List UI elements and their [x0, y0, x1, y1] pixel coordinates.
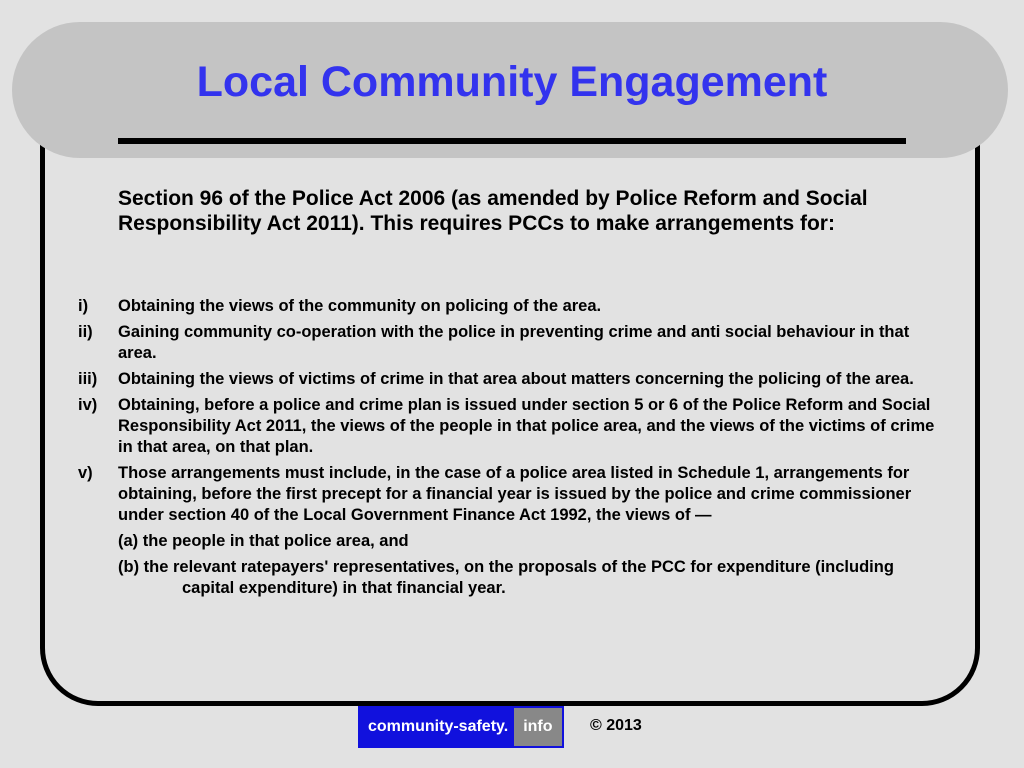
list-item-text: Obtaining the views of the community on policing of the area. [118, 297, 602, 315]
community-safety-logo-link[interactable] [358, 706, 564, 748]
list-item [78, 369, 948, 390]
list-item-text: Obtaining the views of victims of crime in that area about matters concerning the policing of the area. [118, 370, 914, 388]
list-item [78, 463, 948, 526]
list-marker: ii) [78, 323, 93, 341]
intro-paragraph: Section 96 of the Police Act 2006 (as amended by Police Reform and Social Responsibility Act 2011). This requires PCCs to make arrangements for: [118, 187, 868, 235]
copyright-text: © 2013 [590, 717, 642, 734]
list-marker: v) [78, 464, 93, 482]
list-item [78, 296, 948, 317]
list-item [78, 395, 948, 458]
sub-paragraph-b: (b) the relevant ratepayers' representatives, on the proposals of the PCC for expenditure (including capital expenditure) in that financial year. [118, 558, 894, 597]
requirements-list [78, 296, 948, 604]
list-marker: iii) [78, 370, 98, 388]
list-marker: iv) [78, 396, 98, 414]
logo-main-text: community-safety. [360, 708, 514, 746]
sub-paragraph-group [78, 531, 948, 599]
logo-info-text: info [514, 708, 561, 746]
list-marker: i) [78, 297, 89, 315]
slide-title: Local Community Engagement [196, 58, 828, 106]
list-item-text: Those arrangements must include, in the case of a police area listed in Schedule 1, arrangements for obtaining, before the first precept for a financial year is issued by the police and crime commissioner under section 40 of the Local Government Finance Act 1992, the views of — [118, 464, 912, 524]
list-item-text: Gaining community co-operation with the police in preventing crime and anti social behaviour in that area. [118, 323, 910, 362]
list-item-text: Obtaining, before a police and crime plan is issued under section 5 or 6 of the Police Reform and Social Responsibility Act 2011, the views of the people in that police area, and the views of the victims of crime in that area, on that plan. [118, 396, 935, 456]
list-item [78, 322, 948, 364]
title-divider [118, 138, 906, 144]
sub-paragraph-a: (a) the people in that police area, and [118, 532, 409, 550]
